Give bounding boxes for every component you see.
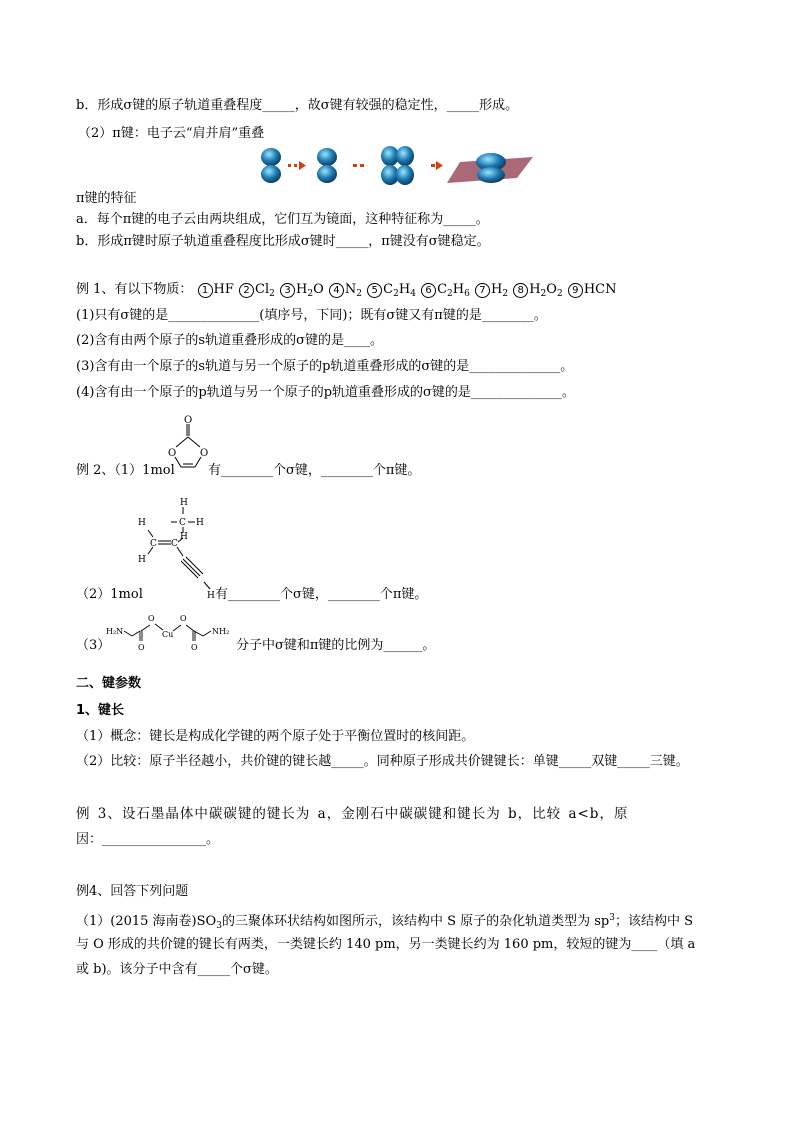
glycinate-atom-4: Cu (162, 630, 174, 639)
enyne-atom-1: H (180, 498, 188, 508)
example-3-answer-line: 因：________________。 (76, 832, 220, 847)
example-4-q1-superscript: 3 (609, 913, 615, 923)
arrow-icon-3 (431, 161, 443, 170)
bond-length-concept: （1）概念：键长是构成化学键的两个原子处于平衡位置时的核间距。 (76, 729, 475, 744)
pi-feature-a: a．每个π键的电子云由两块组成，它们互为镜面，这种特征称为_____。 (76, 212, 489, 227)
pi-orbital-overlap-illustration (255, 142, 540, 190)
example-2-q3-text: 分子中σ键和π键的比例为______。 (236, 638, 436, 653)
circled-number-5: 5 (367, 283, 382, 298)
enyne-atom-6: C (150, 539, 157, 549)
circled-number-2: 2 (239, 283, 254, 298)
example-1-q4: (4)含有由一个原子的p轨道与另一个原子的p轨道重叠形成的σ键的是______________。 (76, 385, 575, 400)
arrow-icon-1 (288, 161, 306, 170)
pi-bond-heading: （2）π键：电子云“肩并肩”重叠 (78, 126, 265, 141)
carbonate-atom-O1: O (184, 415, 193, 426)
glycinate-atom-1: H₂N (106, 627, 124, 636)
enyne-atom-5: H (180, 532, 188, 542)
glycinate-atom-5: O (180, 614, 187, 623)
enyne-atom-3: C (179, 518, 186, 528)
p-orbital-left (261, 148, 281, 183)
example-4-q1-end: 或 b)。该分子中含有_____个σ键。 (76, 962, 278, 977)
carbonate-atom-O3: O (200, 448, 209, 459)
example-4-q1-subscript: 3 (216, 921, 222, 931)
glycinate-atom-6: O (191, 643, 198, 652)
enyne-atom-8: H (138, 555, 146, 565)
substance-8: 8 $H_2O_2$ (512, 282, 567, 297)
example-4-q1-part-c: ；该结构中 S (614, 914, 694, 929)
circled-number-7: 7 (475, 283, 490, 298)
example-2-q2-text: 有________个σ键，________个π键。 (215, 587, 428, 602)
substance-1: 1 HF (197, 282, 239, 297)
example-4-title: 例4、回答下列问题 (76, 884, 189, 899)
bond-length-comparison: （2）比较：原子半径越小，共价键的键长越_____。同种原子形成共价键键长：单键_____双键_____三键。 (76, 754, 689, 769)
example-4-q1-part-a: （1）(2015 海南卷)SO (76, 914, 217, 929)
example-2-q1-prefix: 例 2、（1）1mol (76, 463, 175, 478)
example-1-substance-list (197, 282, 617, 297)
substance-4: 4 $N_2$ (328, 282, 366, 297)
circled-number-6: 6 (421, 283, 436, 298)
substance-7: 7 $H_2$ (474, 282, 512, 297)
overlapping-orbitals (381, 146, 414, 185)
example-2-q3-prefix: （3） (76, 638, 111, 653)
example-1-substances (76, 281, 617, 303)
sigma-bond-line-b: b．形成σ键的原子轨道重叠程度_____，故σ键有较强的稳定性，_____形成。 (76, 98, 519, 113)
example-1-q1: (1)只有σ键的是______________(填序号，下同)；既有σ键又有π键的是________。 (76, 308, 547, 323)
substance-5: 5 $C_2H_4$ (366, 282, 420, 297)
substance-9: 9 HCN (567, 282, 617, 297)
glycinate-atom-7: NH₂ (212, 627, 230, 636)
circled-number-9: 9 (568, 283, 583, 298)
pi-feature-b: b．形成π键时原子轨道重叠程度比形成σ键时_____，π键没有σ键稳定。 (76, 234, 490, 249)
copper-glycinate-structure (104, 609, 236, 654)
glycinate-atom-3: O (138, 643, 145, 652)
substance-2: 2 $Cl_2$ (238, 282, 279, 297)
arrow-icon-2 (353, 164, 364, 167)
carbonate-atom-O2: O (168, 448, 177, 459)
enyne-structure (130, 494, 222, 602)
enyne-atom-7: C (171, 539, 178, 549)
section-heading-bond-parameters: 二、键参数 (76, 676, 142, 691)
example-2-q1-text: 有________个σ键，________个π键。 (208, 463, 421, 478)
example-4-q1-part-b: 的三聚体环状结构如图所示，该结构中 S 原子的杂化轨道类型为 sp (221, 914, 610, 929)
enyne-atom-4: H (138, 518, 146, 528)
example-4-q1-cont: 与 O 形成的共价键的键长有两类，一类键长约 140 pm，另一类键长约为 160 pm，较短的键为____（填 a (76, 937, 696, 952)
cyclic-carbonate-structure (165, 414, 210, 476)
example-2-q2-prefix: （2）1mol (76, 587, 143, 602)
pi-bond-plane (447, 153, 533, 183)
circled-number-1: 1 (198, 283, 213, 298)
example-1-prefix: 例 1、有以下物质： (76, 282, 193, 297)
circled-number-3: 3 (280, 283, 295, 298)
example-1-q2: (2)含有由两个原子的s轨道重叠形成的σ键的是____。 (76, 333, 383, 348)
circled-number-8: 8 (513, 283, 528, 298)
example-1-q3: (3)含有由一个原子的s轨道与另一个原子的p轨道重叠形成的σ键的是______________。 (76, 359, 574, 374)
p-orbital-right (317, 148, 337, 183)
example-4-q1 (76, 909, 693, 935)
substance-6: 6 $C_2H_6$ (420, 282, 474, 297)
circled-number-4: 4 (329, 283, 344, 298)
pi-bond-features-title: π键的特征 (76, 191, 137, 206)
substance-3: 3 $H_2O$ (279, 282, 328, 297)
glycinate-atom-2: O (148, 614, 155, 623)
enyne-atom-9: H (207, 591, 215, 601)
subheading-bond-length: 1、键长 (76, 703, 125, 718)
enyne-atom-2: H (196, 518, 204, 528)
example-3-question: 例 3、设石墨晶体中碳碳键的键长为 a，金刚石中碳碳键和键长为 b，比较 a<b，原 (76, 806, 629, 822)
